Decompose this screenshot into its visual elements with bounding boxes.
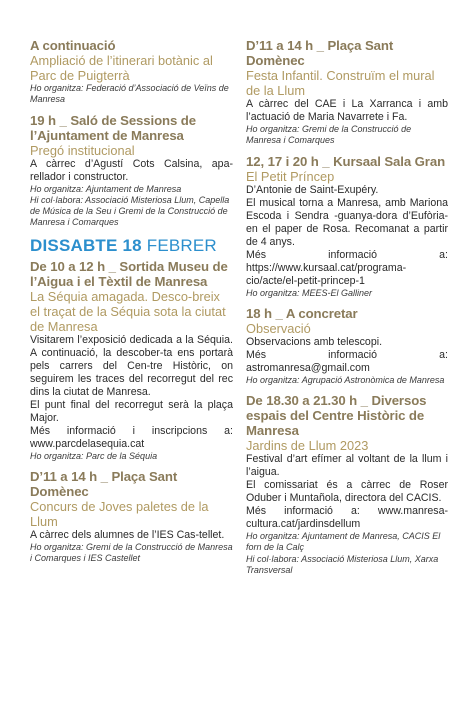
event-description: D’Antonie de Saint-Exupéry. xyxy=(246,183,379,196)
event-time-place: D’11 a 14 h _ Plaça Sant Domènec xyxy=(246,38,394,68)
left-column xyxy=(30,38,233,572)
event-block xyxy=(30,38,233,106)
event-time-place: De 18.30 a 21.30 h _ Diversos espais del Centre Històric de Manresa xyxy=(246,393,427,439)
event-title: Festa Infantil. Construïm el mural de la Llum xyxy=(246,68,435,98)
event-block xyxy=(30,113,233,229)
event-organizer-note: Hi col·labora: Associació Misteriosa Llum, Xarxa Transversal xyxy=(246,553,439,576)
event-description: El punt final del recorregut serà la plaça Major. xyxy=(30,398,233,424)
event-time-place: 19 h _ Saló de Sessions de l’Ajuntament de Manresa xyxy=(30,112,196,143)
event-block xyxy=(246,38,448,147)
event-title: La Séquia amagada. Desco-breix el traçat de la Séquia sota la ciutat de Manresa xyxy=(30,288,226,334)
event-organizer-note: Ho organitza: Agrupació Astronòmica de Manresa xyxy=(246,374,445,385)
event-block xyxy=(246,154,448,299)
right-events xyxy=(246,38,448,576)
event-block xyxy=(246,306,448,386)
event-organizer-note: Ho organitza: MEES-El Galliner xyxy=(246,287,373,298)
event-block xyxy=(30,259,233,462)
left-events-before xyxy=(30,38,233,229)
event-description: El musical torna a Manresa, amb Mariona Escoda i Sendra -guanya-dora d’Eufòria- en el paper de Rosa. Recomanat a partir de 4 anys. xyxy=(246,196,448,248)
event-description: Observacions amb telescopi. xyxy=(246,335,383,348)
event-description: A càrrec del CAE i La Xarranca i amb l’actuació de Maria Navarrete i Fa. xyxy=(246,98,448,123)
event-organizer-note: Ho organitza: Ajuntament de Manresa, CACIS El forn de la Calç xyxy=(246,531,441,553)
event-block xyxy=(246,393,448,576)
event-description: Visitarem l’exposició dedicada a la Séquia. A continuació, la descober-ta ens portarà pels carrers del Cen-tre Històric, on seguirem les traces del recorregut del rec dins la ciutat de Manresa. xyxy=(30,333,233,398)
date-month: FEBRER xyxy=(146,235,217,255)
left-events-after xyxy=(30,259,233,565)
event-description: Més informació a: astromanresa@gmail.com xyxy=(246,348,448,374)
event-description: Festival d’art efímer al voltant de la llum i l’aigua. xyxy=(246,453,448,479)
event-time-place: D’11 a 14 h _ Plaça Sant Domènec xyxy=(30,469,178,500)
date-day: DISSABTE 18 xyxy=(30,235,142,255)
event-title: Pregó institucional xyxy=(30,142,135,158)
event-title: El Petit Príncep xyxy=(246,168,335,184)
event-time-place: A continuació xyxy=(30,38,116,53)
right-column xyxy=(246,38,448,583)
event-organizer-note: Ho organitza: Gremi de la Construcció de Manresa i Comarques i IES Castellet xyxy=(30,542,233,564)
event-title: Ampliació de l’itinerari botànic al Parc de Puigterrà xyxy=(30,53,213,83)
event-title: Jardins de Llum 2023 xyxy=(246,438,369,454)
event-block xyxy=(30,469,233,565)
event-organizer-note: Hi col·labora: Associació Misteriosa Llum, Capella de Música de la Seu i Gremi de la Construcció de Manresa i Comarques xyxy=(30,194,230,228)
event-description: A càrrec d’Agustí Cots Calsina, apa-rellador i constructor. xyxy=(30,157,233,183)
event-description: El comissariat és a càrrec de Roser Oduber i Muntañola, directora del CACIS. xyxy=(246,479,448,505)
event-description: Més informació a: www.manresa-cultura.cat/jardinsdellum xyxy=(246,505,448,531)
date-header xyxy=(30,236,233,256)
event-title: Observació xyxy=(246,320,311,336)
event-organizer-note: Ho organitza: Gremi de la Construcció de Manresa i Comarques xyxy=(246,124,412,146)
event-organizer-note: Ho organitza: Parc de la Séquia xyxy=(30,450,158,461)
event-time-place: De 10 a 12 h _ Sortida Museu de l’Aigua i el Tèxtil de Manresa xyxy=(30,258,228,289)
event-description: Més informació i inscripcions a: www.parcdelasequia.cat xyxy=(30,424,233,450)
event-organizer-note: Ho organitza: Federació d’Associació de Veïns de Manresa xyxy=(30,83,229,105)
event-organizer-note: Ho organitza: Ajuntament de Manresa xyxy=(30,183,182,194)
event-description: A càrrec dels alumnes de l’IES Cas-tellet. xyxy=(30,529,225,542)
event-title: Concurs de Joves paletes de la Llum xyxy=(30,499,209,530)
event-time-place: 18 h _ A concretar xyxy=(246,305,358,321)
event-description: Més informació a: https://www.kursaal.cat/programa-cio/acte/el-petit-princep-1 xyxy=(246,248,448,287)
event-time-place: 12, 17 i 20 h _ Kursaal Sala Gran xyxy=(246,153,446,169)
